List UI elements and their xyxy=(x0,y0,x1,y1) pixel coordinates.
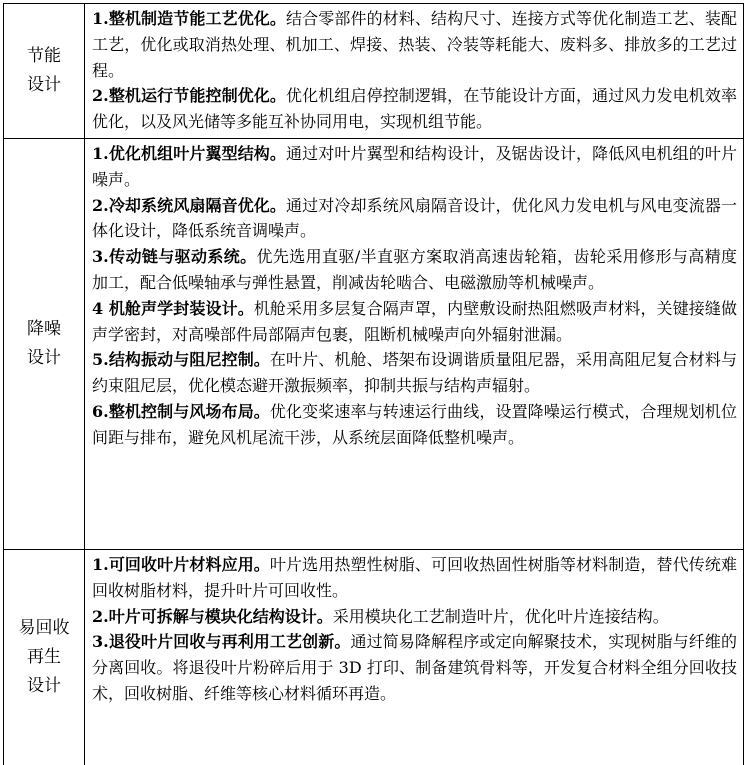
list-item xyxy=(92,193,737,245)
item-title: 2.冷却系统风扇隔音优化。 xyxy=(92,195,287,215)
row-category: 降噪 设计 xyxy=(4,139,85,549)
list-item xyxy=(92,296,737,348)
row-category: 易回收 再生 设计 xyxy=(4,550,85,765)
list-item xyxy=(92,347,737,399)
table-row xyxy=(4,139,743,550)
item-text: 优化机组启停控制逻辑，在节能设计方面，通过风力发电机效率优化，以及风光储等多能互补协同用电，实现机组节能。 xyxy=(92,86,737,132)
row-content xyxy=(85,4,743,138)
table-row xyxy=(4,550,743,765)
item-text: 叶片选用热塑性树脂、可回收热固性树脂等材料制造，替代传统难回收树脂材料，提升叶片可回收性。 xyxy=(92,555,737,600)
item-text: 机舱采用多层复合隔声罩，内壁敷设耐热阻燃吸声材料，关键接缝做声学密封，对高噪部件局部隔声包裹，阻断机械噪声向外辐射泄漏。 xyxy=(92,298,737,344)
list-item xyxy=(92,6,737,83)
table-row xyxy=(4,4,743,139)
item-text: 通过对冷却系统风扇隔音设计，优化风力发电机与风电变流器一体化设计，降低系统音调噪声。 xyxy=(92,195,737,241)
list-item xyxy=(92,399,737,451)
list-item xyxy=(92,141,737,193)
item-title: 1.优化机组叶片翼型结构。 xyxy=(92,144,287,163)
row-content xyxy=(85,550,743,765)
item-title: 3.退役叶片回收与再利用工艺创新。 xyxy=(92,632,351,652)
item-title: 2.整机运行节能控制优化。 xyxy=(92,86,287,106)
item-text: 采用模块化工艺制造叶片，优化叶片连接结构。 xyxy=(332,606,669,626)
list-item xyxy=(92,244,737,296)
item-text: 结合零部件的材料、结构尺寸、连接方式等优化制造工艺、装配工艺，优化或取消热处理、机加工、焊接、热装、冷装等耗能大、废料多、排放多的工艺过程。 xyxy=(92,9,737,80)
list-item xyxy=(92,604,737,630)
item-title: 4 机舱声学封装设计。 xyxy=(92,298,254,318)
list-item xyxy=(92,552,737,604)
item-text: 在叶片、机舱、塔架布设调谐质量阻尼器，采用高阻尼复合材料与约束阻尼层，优化模态避开激振频率，抑制共振与结构声辐射。 xyxy=(92,350,737,396)
item-title: 1.整机制造节能工艺优化。 xyxy=(92,9,287,28)
item-title: 1.可回收叶片材料应用。 xyxy=(92,555,270,574)
list-item xyxy=(92,629,737,706)
item-title: 3.传动链与驱动系统。 xyxy=(92,247,257,267)
row-category: 节能 设计 xyxy=(4,4,85,138)
list-item xyxy=(92,83,737,135)
item-text: 通过简易降解程序或定向解聚技术，实现树脂与纤维的分离回收。将退役叶片粉碎后用于 3D 打印、制备建筑骨料等，开发复合材料全组分回收技术，回收树脂、纤维等核心材料循环再造。 xyxy=(92,632,737,703)
item-text: 通过对叶片翼型和结构设计，及锯齿设计，降低风电机组的叶片噪声。 xyxy=(92,144,737,189)
item-text: 优化变桨速率与转速运行曲线，设置降噪运行模式，合理规划机位间距与排布，避免风机尾流干涉，从系统层面降低整机噪声。 xyxy=(92,401,737,447)
item-text: 优先选用直驱/半直驱方案取消高速齿轮箱，齿轮采用修形与高精度加工，配合低噪轴承与弹性悬置，削减齿轮啮合、电磁激励等机械噪声。 xyxy=(92,247,737,292)
design-table xyxy=(3,3,744,765)
item-title: 6.整机控制与风场布局。 xyxy=(92,401,270,421)
item-title: 5.结构振动与阻尼控制。 xyxy=(92,350,270,370)
item-title: 2.叶片可拆解与模块化结构设计。 xyxy=(92,606,333,626)
row-content xyxy=(85,139,743,549)
